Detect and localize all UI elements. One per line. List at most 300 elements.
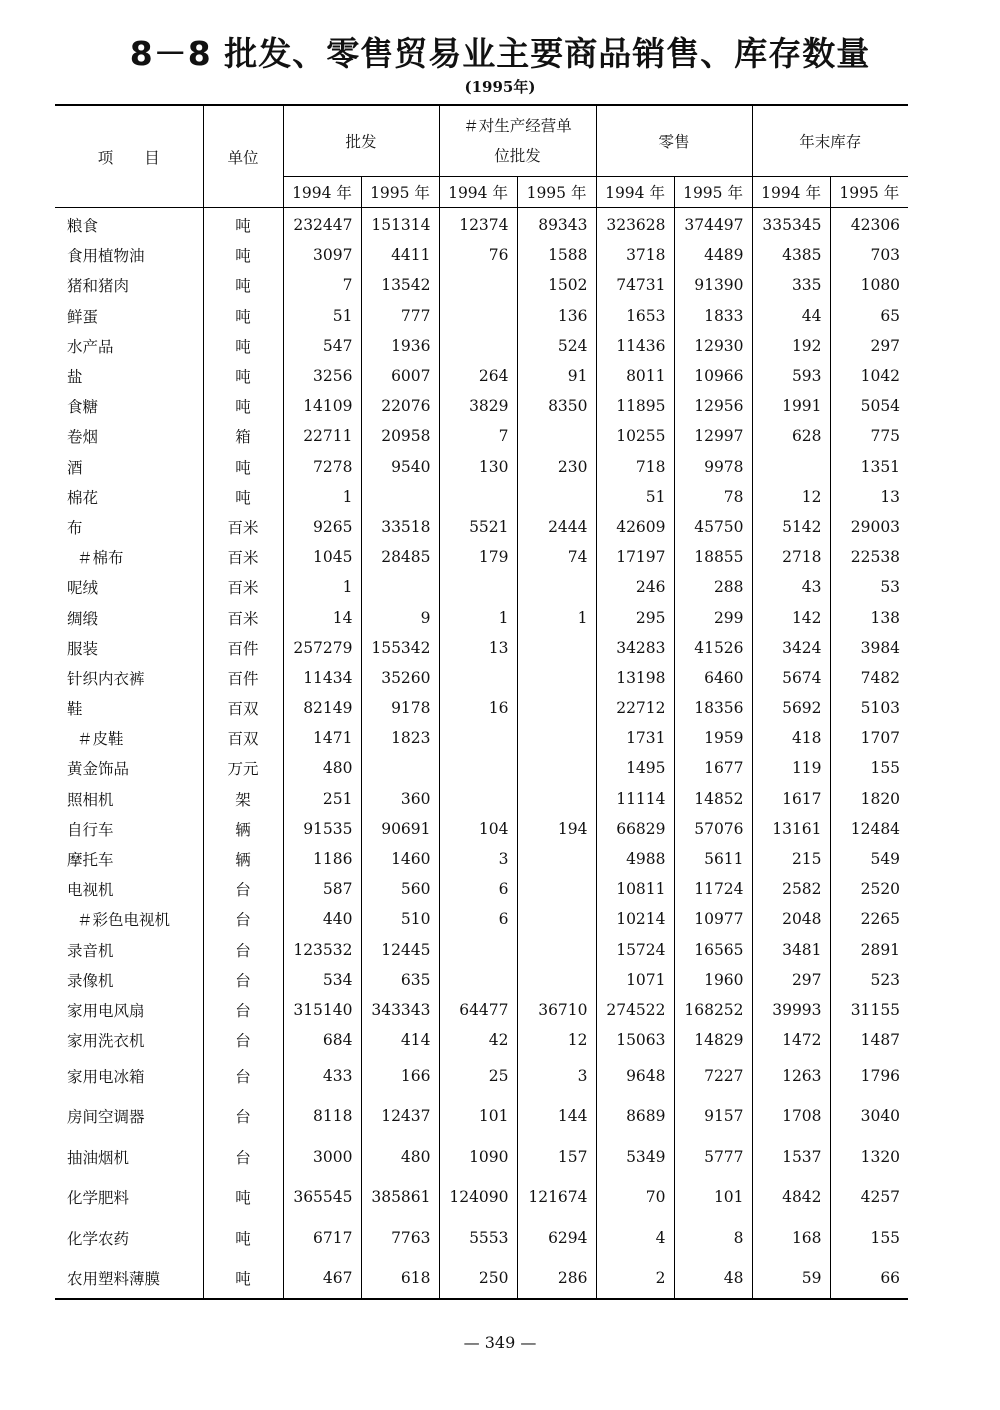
value-cell: 4842 bbox=[752, 1177, 830, 1218]
value-cell: 4489 bbox=[674, 240, 752, 270]
value-cell: 323628 bbox=[596, 208, 674, 241]
table-body bbox=[55, 208, 908, 1300]
value-cell: 286 bbox=[517, 1258, 596, 1300]
value-cell: 5521 bbox=[439, 512, 517, 542]
value-cell: 274522 bbox=[596, 995, 674, 1025]
value-cell: 74731 bbox=[596, 270, 674, 300]
table-row bbox=[55, 240, 908, 270]
year-header: 1995 年 bbox=[517, 177, 596, 208]
value-cell: 1960 bbox=[674, 965, 752, 995]
value-cell: 76 bbox=[439, 240, 517, 270]
value-cell bbox=[517, 663, 596, 693]
table-row bbox=[55, 1217, 908, 1258]
value-cell: 1487 bbox=[830, 1025, 908, 1055]
value-cell: 104 bbox=[439, 814, 517, 844]
item-unit: 辆 bbox=[203, 844, 283, 874]
table-row bbox=[55, 572, 908, 602]
item-unit: 百米 bbox=[203, 602, 283, 632]
value-cell: 12 bbox=[517, 1025, 596, 1055]
table-row bbox=[55, 270, 908, 300]
value-cell: 39993 bbox=[752, 995, 830, 1025]
value-cell: 587 bbox=[283, 874, 361, 904]
value-cell: 1 bbox=[439, 602, 517, 632]
value-cell: 66829 bbox=[596, 814, 674, 844]
value-cell: 6460 bbox=[674, 663, 752, 693]
value-cell: 43 bbox=[752, 572, 830, 602]
value-cell: 3424 bbox=[752, 633, 830, 663]
item-unit: 万元 bbox=[203, 753, 283, 783]
table-row bbox=[55, 421, 908, 451]
value-cell: 1677 bbox=[674, 753, 752, 783]
value-cell: 9265 bbox=[283, 512, 361, 542]
item-name: 水产品 bbox=[67, 337, 114, 356]
value-cell: 1351 bbox=[830, 452, 908, 482]
value-cell: 14109 bbox=[283, 391, 361, 421]
item-name: 猪和猪肉 bbox=[67, 277, 130, 296]
table-row bbox=[55, 331, 908, 361]
value-cell: 3040 bbox=[830, 1096, 908, 1137]
table-row bbox=[55, 904, 908, 934]
item-name: 粮食 bbox=[67, 217, 99, 236]
value-cell: 560 bbox=[361, 874, 439, 904]
item-unit: 吨 bbox=[203, 301, 283, 331]
value-cell: 11724 bbox=[674, 874, 752, 904]
value-cell: 35260 bbox=[361, 663, 439, 693]
item-unit: 台 bbox=[203, 1055, 283, 1096]
value-cell: 3984 bbox=[830, 633, 908, 663]
value-cell: 15063 bbox=[596, 1025, 674, 1055]
table-row bbox=[55, 995, 908, 1025]
value-cell: 91535 bbox=[283, 814, 361, 844]
value-cell: 374497 bbox=[674, 208, 752, 241]
value-cell: 299 bbox=[674, 602, 752, 632]
value-cell: 2048 bbox=[752, 904, 830, 934]
value-cell: 10811 bbox=[596, 874, 674, 904]
item-name: 绸缎 bbox=[67, 609, 99, 628]
value-cell: 3 bbox=[517, 1055, 596, 1096]
value-cell bbox=[439, 301, 517, 331]
item-unit: 吨 bbox=[203, 391, 283, 421]
item-name: ＃棉布 bbox=[77, 549, 124, 568]
item-name: 化学肥料 bbox=[67, 1189, 130, 1207]
page-title: 8－8 批发、零售贸易业主要商品销售、库存数量 bbox=[129, 34, 871, 73]
value-cell: 7227 bbox=[674, 1055, 752, 1096]
value-cell bbox=[439, 723, 517, 753]
value-cell: 13 bbox=[439, 633, 517, 663]
value-cell: 5611 bbox=[674, 844, 752, 874]
page-subtitle: (1995年) bbox=[464, 78, 536, 96]
header-wholesale: 批发 bbox=[283, 105, 439, 177]
value-cell bbox=[439, 270, 517, 300]
item-name: 房间空调器 bbox=[67, 1108, 145, 1126]
item-name: 自行车 bbox=[67, 820, 114, 839]
value-cell: 467 bbox=[283, 1258, 361, 1300]
value-cell: 101 bbox=[674, 1177, 752, 1218]
value-cell: 335345 bbox=[752, 208, 830, 241]
value-cell: 157 bbox=[517, 1136, 596, 1177]
header-production-wholesale bbox=[439, 105, 596, 177]
value-cell: 66 bbox=[830, 1258, 908, 1300]
value-cell: 11436 bbox=[596, 331, 674, 361]
value-cell: 82149 bbox=[283, 693, 361, 723]
item-unit: 百米 bbox=[203, 512, 283, 542]
value-cell: 90691 bbox=[361, 814, 439, 844]
value-cell: 480 bbox=[283, 753, 361, 783]
value-cell: 9 bbox=[361, 602, 439, 632]
table-row bbox=[55, 512, 908, 542]
value-cell: 91 bbox=[517, 361, 596, 391]
value-cell bbox=[439, 572, 517, 602]
item-unit: 架 bbox=[203, 784, 283, 814]
value-cell bbox=[517, 482, 596, 512]
value-cell: 22711 bbox=[283, 421, 361, 451]
value-cell bbox=[439, 965, 517, 995]
table-row bbox=[55, 361, 908, 391]
item-name: 食用植物油 bbox=[67, 247, 145, 266]
item-name: 家用电风扇 bbox=[67, 1001, 145, 1020]
value-cell: 343343 bbox=[361, 995, 439, 1025]
value-cell: 166 bbox=[361, 1055, 439, 1096]
value-cell: 230 bbox=[517, 452, 596, 482]
value-cell: 5692 bbox=[752, 693, 830, 723]
value-cell: 593 bbox=[752, 361, 830, 391]
item-name: 家用洗衣机 bbox=[67, 1032, 145, 1051]
value-cell: 33518 bbox=[361, 512, 439, 542]
table-row bbox=[55, 1055, 908, 1096]
value-cell: 4988 bbox=[596, 844, 674, 874]
item-name: 黄金饰品 bbox=[67, 760, 130, 779]
item-unit: 百件 bbox=[203, 633, 283, 663]
value-cell: 480 bbox=[361, 1136, 439, 1177]
value-cell: 2891 bbox=[830, 935, 908, 965]
value-cell: 5103 bbox=[830, 693, 908, 723]
value-cell: 264 bbox=[439, 361, 517, 391]
value-cell bbox=[517, 693, 596, 723]
value-cell: 1991 bbox=[752, 391, 830, 421]
year-header: 1994 年 bbox=[752, 177, 830, 208]
value-cell: 44 bbox=[752, 301, 830, 331]
table-row bbox=[55, 391, 908, 421]
table-row bbox=[55, 844, 908, 874]
value-cell: 13161 bbox=[752, 814, 830, 844]
value-cell: 3097 bbox=[283, 240, 361, 270]
value-cell bbox=[439, 663, 517, 693]
item-unit: 吨 bbox=[203, 240, 283, 270]
value-cell: 168252 bbox=[674, 995, 752, 1025]
value-cell: 59 bbox=[752, 1258, 830, 1300]
value-cell: 10214 bbox=[596, 904, 674, 934]
value-cell bbox=[517, 784, 596, 814]
value-cell: 7763 bbox=[361, 1217, 439, 1258]
value-cell bbox=[517, 904, 596, 934]
value-cell: 8350 bbox=[517, 391, 596, 421]
value-cell: 48 bbox=[674, 1258, 752, 1300]
value-cell: 12930 bbox=[674, 331, 752, 361]
value-cell: 124090 bbox=[439, 1177, 517, 1218]
value-cell: 1653 bbox=[596, 301, 674, 331]
value-cell: 101 bbox=[439, 1096, 517, 1137]
value-cell: 534 bbox=[283, 965, 361, 995]
value-cell: 703 bbox=[830, 240, 908, 270]
value-cell: 9178 bbox=[361, 693, 439, 723]
table-row bbox=[55, 633, 908, 663]
value-cell: 53 bbox=[830, 572, 908, 602]
value-cell: 28485 bbox=[361, 542, 439, 572]
table-row bbox=[55, 814, 908, 844]
value-cell bbox=[517, 421, 596, 451]
value-cell: 155 bbox=[830, 753, 908, 783]
value-cell: 3 bbox=[439, 844, 517, 874]
item-unit: 百件 bbox=[203, 663, 283, 693]
table-row bbox=[55, 874, 908, 904]
item-unit: 吨 bbox=[203, 1177, 283, 1218]
value-cell: 440 bbox=[283, 904, 361, 934]
item-unit: 吨 bbox=[203, 1217, 283, 1258]
value-cell: 10966 bbox=[674, 361, 752, 391]
value-cell bbox=[361, 572, 439, 602]
table-row bbox=[55, 1258, 908, 1300]
value-cell: 16565 bbox=[674, 935, 752, 965]
value-cell: 9978 bbox=[674, 452, 752, 482]
value-cell: 14852 bbox=[674, 784, 752, 814]
table-row bbox=[55, 602, 908, 632]
value-cell: 618 bbox=[361, 1258, 439, 1300]
item-unit: 吨 bbox=[203, 361, 283, 391]
value-cell: 65 bbox=[830, 301, 908, 331]
table-row bbox=[55, 753, 908, 783]
value-cell bbox=[752, 452, 830, 482]
value-cell: 1320 bbox=[830, 1136, 908, 1177]
value-cell: 4257 bbox=[830, 1177, 908, 1218]
value-cell: 1959 bbox=[674, 723, 752, 753]
item-name: 农用塑料薄膜 bbox=[55, 1258, 203, 1300]
value-cell: 414 bbox=[361, 1025, 439, 1055]
item-unit: 台 bbox=[203, 1096, 283, 1137]
value-cell bbox=[517, 753, 596, 783]
item-unit: 台 bbox=[203, 965, 283, 995]
value-cell: 1936 bbox=[361, 331, 439, 361]
item-unit: 吨 bbox=[203, 1258, 283, 1300]
value-cell: 1080 bbox=[830, 270, 908, 300]
value-cell: 22538 bbox=[830, 542, 908, 572]
item-name: 食糖 bbox=[67, 398, 99, 417]
item-unit: 台 bbox=[203, 1025, 283, 1055]
value-cell: 1 bbox=[283, 482, 361, 512]
value-cell: 5349 bbox=[596, 1136, 674, 1177]
value-cell: 91390 bbox=[674, 270, 752, 300]
item-unit: 吨 bbox=[203, 482, 283, 512]
value-cell: 1617 bbox=[752, 784, 830, 814]
value-cell: 13198 bbox=[596, 663, 674, 693]
value-cell: 2 bbox=[596, 1258, 674, 1300]
value-cell: 523 bbox=[830, 965, 908, 995]
value-cell: 4385 bbox=[752, 240, 830, 270]
item-unit: 辆 bbox=[203, 814, 283, 844]
value-cell: 2520 bbox=[830, 874, 908, 904]
value-cell: 136 bbox=[517, 301, 596, 331]
value-cell: 12484 bbox=[830, 814, 908, 844]
value-cell: 22076 bbox=[361, 391, 439, 421]
item-unit: 百双 bbox=[203, 693, 283, 723]
item-unit: 吨 bbox=[203, 208, 283, 241]
item-name: 酒 bbox=[67, 458, 83, 477]
value-cell: 1090 bbox=[439, 1136, 517, 1177]
table-row bbox=[55, 693, 908, 723]
value-cell: 12437 bbox=[361, 1096, 439, 1137]
value-cell: 777 bbox=[361, 301, 439, 331]
value-cell: 57076 bbox=[674, 814, 752, 844]
value-cell: 8 bbox=[674, 1217, 752, 1258]
value-cell: 1 bbox=[517, 602, 596, 632]
header-retail: 零售 bbox=[596, 105, 752, 177]
value-cell: 89343 bbox=[517, 208, 596, 241]
value-cell: 1472 bbox=[752, 1025, 830, 1055]
value-cell: 36710 bbox=[517, 995, 596, 1025]
table-row bbox=[55, 301, 908, 331]
value-cell: 194 bbox=[517, 814, 596, 844]
value-cell bbox=[439, 753, 517, 783]
value-cell: 179 bbox=[439, 542, 517, 572]
value-cell: 9540 bbox=[361, 452, 439, 482]
value-cell: 14829 bbox=[674, 1025, 752, 1055]
value-cell: 250 bbox=[439, 1258, 517, 1300]
value-cell: 335 bbox=[752, 270, 830, 300]
item-unit: 吨 bbox=[203, 331, 283, 361]
value-cell: 1042 bbox=[830, 361, 908, 391]
year-header: 1994 年 bbox=[596, 177, 674, 208]
value-cell: 12997 bbox=[674, 421, 752, 451]
year-header: 1995 年 bbox=[830, 177, 908, 208]
value-cell: 22712 bbox=[596, 693, 674, 723]
value-cell: 64477 bbox=[439, 995, 517, 1025]
value-cell: 251 bbox=[283, 784, 361, 814]
value-cell bbox=[517, 965, 596, 995]
table-row bbox=[55, 1025, 908, 1055]
value-cell: 1731 bbox=[596, 723, 674, 753]
value-cell: 42 bbox=[439, 1025, 517, 1055]
value-cell: 155342 bbox=[361, 633, 439, 663]
item-unit: 台 bbox=[203, 995, 283, 1025]
value-cell: 8011 bbox=[596, 361, 674, 391]
value-cell: 365545 bbox=[283, 1177, 361, 1218]
value-cell: 288 bbox=[674, 572, 752, 602]
value-cell: 192 bbox=[752, 331, 830, 361]
value-cell: 418 bbox=[752, 723, 830, 753]
value-cell: 10977 bbox=[674, 904, 752, 934]
value-cell: 9648 bbox=[596, 1055, 674, 1096]
year-header: 1995 年 bbox=[361, 177, 439, 208]
table-row bbox=[55, 784, 908, 814]
value-cell: 5674 bbox=[752, 663, 830, 693]
value-cell: 18356 bbox=[674, 693, 752, 723]
value-cell: 1823 bbox=[361, 723, 439, 753]
item-name: 摩托车 bbox=[67, 851, 114, 870]
item-name: 抽油烟机 bbox=[67, 1148, 130, 1167]
item-name: 布 bbox=[67, 518, 83, 537]
value-cell: 215 bbox=[752, 844, 830, 874]
value-cell: 1708 bbox=[752, 1096, 830, 1137]
table-row bbox=[55, 1136, 908, 1177]
value-cell: 297 bbox=[752, 965, 830, 995]
item-name: ＃彩色电视机 bbox=[77, 911, 171, 930]
header-unit: 单位 bbox=[203, 105, 283, 208]
year-header: 1995 年 bbox=[674, 177, 752, 208]
value-cell: 6 bbox=[439, 874, 517, 904]
value-cell: 297 bbox=[830, 331, 908, 361]
table-row bbox=[55, 935, 908, 965]
value-cell: 1071 bbox=[596, 965, 674, 995]
item-name: 录音机 bbox=[67, 941, 114, 960]
table-row bbox=[55, 965, 908, 995]
value-cell: 1796 bbox=[830, 1055, 908, 1096]
table-row bbox=[55, 1177, 908, 1218]
value-cell: 1045 bbox=[283, 542, 361, 572]
value-cell: 5777 bbox=[674, 1136, 752, 1177]
value-cell: 168 bbox=[752, 1217, 830, 1258]
value-cell: 17197 bbox=[596, 542, 674, 572]
value-cell: 51 bbox=[596, 482, 674, 512]
value-cell bbox=[517, 844, 596, 874]
value-cell: 3256 bbox=[283, 361, 361, 391]
value-cell bbox=[517, 633, 596, 663]
item-unit: 百米 bbox=[203, 572, 283, 602]
value-cell: 155 bbox=[830, 1217, 908, 1258]
value-cell: 9157 bbox=[674, 1096, 752, 1137]
item-unit: 台 bbox=[203, 904, 283, 934]
value-cell: 18855 bbox=[674, 542, 752, 572]
value-cell: 246 bbox=[596, 572, 674, 602]
value-cell: 5553 bbox=[439, 1217, 517, 1258]
item-name: 呢绒 bbox=[67, 579, 99, 598]
item-unit: 百双 bbox=[203, 723, 283, 753]
year-header: 1994 年 bbox=[439, 177, 517, 208]
table-row bbox=[55, 542, 908, 572]
value-cell: 628 bbox=[752, 421, 830, 451]
value-cell: 42306 bbox=[830, 208, 908, 241]
value-cell: 1820 bbox=[830, 784, 908, 814]
table-row bbox=[55, 1096, 908, 1137]
value-cell: 14 bbox=[283, 602, 361, 632]
item-unit: 台 bbox=[203, 1136, 283, 1177]
value-cell: 524 bbox=[517, 331, 596, 361]
item-name: 化学农药 bbox=[67, 1229, 130, 1248]
item-name: 电视机 bbox=[67, 881, 114, 900]
value-cell: 42609 bbox=[596, 512, 674, 542]
header-production-label: ＃对生产经营单位批发 bbox=[463, 117, 572, 165]
value-cell bbox=[517, 935, 596, 965]
item-unit: 吨 bbox=[203, 452, 283, 482]
value-cell: 12374 bbox=[439, 208, 517, 241]
value-cell: 1 bbox=[283, 572, 361, 602]
value-cell: 775 bbox=[830, 421, 908, 451]
value-cell: 232447 bbox=[283, 208, 361, 241]
value-cell bbox=[439, 935, 517, 965]
value-cell: 138 bbox=[830, 602, 908, 632]
value-cell: 5054 bbox=[830, 391, 908, 421]
value-cell: 549 bbox=[830, 844, 908, 874]
value-cell: 12 bbox=[752, 482, 830, 512]
value-cell: 3481 bbox=[752, 935, 830, 965]
item-name: 卷烟 bbox=[67, 428, 99, 447]
table-row bbox=[55, 723, 908, 753]
value-cell: 25 bbox=[439, 1055, 517, 1096]
value-cell: 123532 bbox=[283, 935, 361, 965]
value-cell: 13542 bbox=[361, 270, 439, 300]
value-cell: 5142 bbox=[752, 512, 830, 542]
value-cell: 151314 bbox=[361, 208, 439, 241]
value-cell bbox=[361, 482, 439, 512]
value-cell: 8689 bbox=[596, 1096, 674, 1137]
